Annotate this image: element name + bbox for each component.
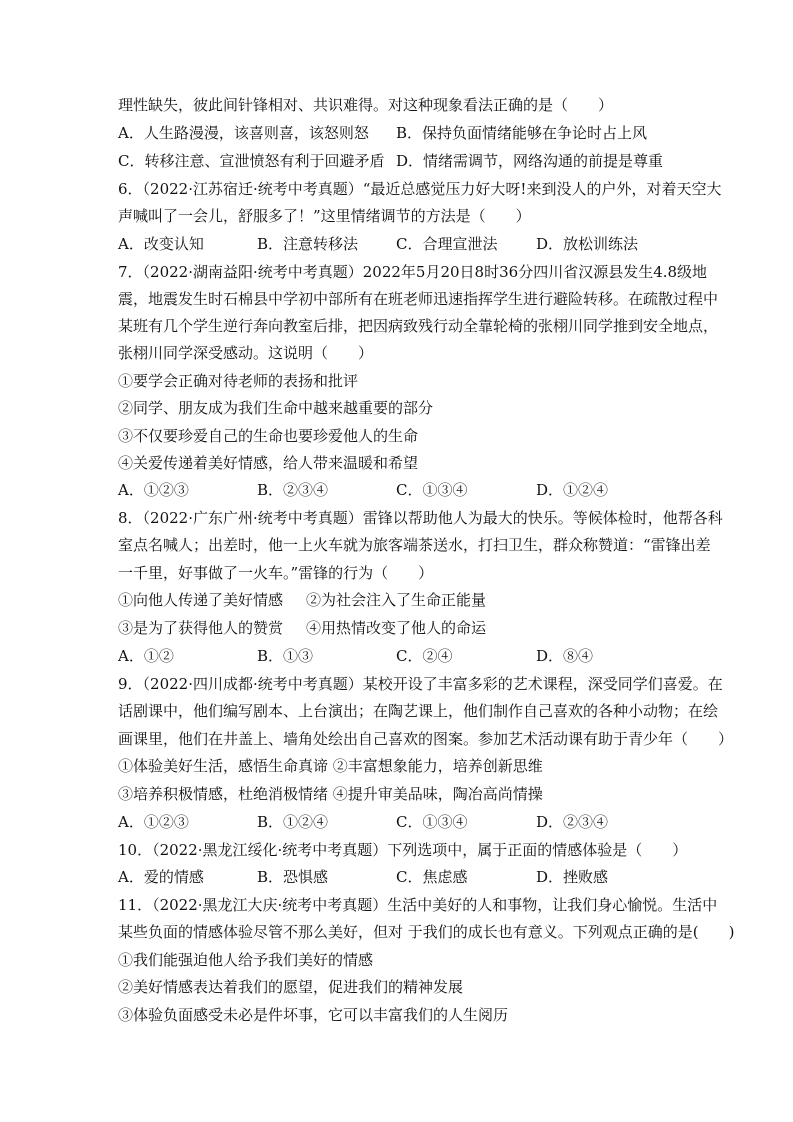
q9-option-a: A．①②③ xyxy=(118,813,189,831)
q8-stem-line-1: 8．（2022·广东广州·统考中考真题）雷锋以帮助他人为最大的快乐。等候体检时，他帮各科 xyxy=(118,509,723,527)
q9-stem-line-3: 画课里，他们在井盖上、墙角处绘出自己喜欢的图案。参加艺术活动课有助于青少年（ ） xyxy=(118,730,734,748)
q11-statement-3: ③体验负面感受未必是件坏事，它可以丰富我们的人生阅历 xyxy=(118,1006,509,1024)
q11-stem-line-1: 11．（2022·黑龙江大庆·统考中考真题）生活中美好的人和事物，让我们身心愉悦。生活中 xyxy=(118,896,718,914)
q5-option-d: D．情绪需调节，网络沟通的前提是尊重 xyxy=(396,152,664,170)
q10-stem: 10．（2022·黑龙江绥化·统考中考真题）下列选项中，属于正面的情感体验是（ ） xyxy=(118,841,688,859)
q6-stem-line-1: 6．（2022·江苏宿迁·统考中考真题）“最近总感觉压力好大呀!来到没人的户外，对着天空大 xyxy=(118,180,722,198)
q7-option-a: A．①②③ xyxy=(118,481,189,499)
q9-option-d: D．②③④ xyxy=(536,813,609,831)
q6-option-b: B．注意转移法 xyxy=(257,235,359,253)
q8-option-d: D．⑧④ xyxy=(536,647,594,665)
q9-stem-line-2: 话剧课中，他们编写剧本、上台演出；在陶艺课上，他们制作自己喜欢的各种小动物；在绘 xyxy=(118,702,719,720)
q10-option-a: A．爱的情感 xyxy=(118,868,204,886)
q11-stem-line-2: 某些负面的情感体验尽管不那么美好，但对 于我们的成长也有意义。下列观点正确的是( ) xyxy=(118,923,735,941)
q8-stem-line-3: 一千里，好事做了一火车。”雷锋的行为（ ） xyxy=(118,564,434,582)
q8-statement-2: ②为社会注入了生命正能量 xyxy=(306,591,487,609)
q8-stem-line-2: 室点名喊人；出差时，他一上火车就为旅客端茶送水，打扫卫生，群众称赞道：“雷锋出差 xyxy=(118,536,711,554)
q7-statement-1: ①要学会正确对待老师的表扬和批评 xyxy=(118,372,359,390)
q9-statements-row-2: ③培养积极情感，杜绝消极情绪 ④提升审美品味，陶冶高尚情操 xyxy=(118,785,543,803)
q8-option-c: C．②④ xyxy=(396,647,453,665)
q7-statement-3: ③不仅要珍爱自己的生命也要珍爱他人的生命 xyxy=(118,427,419,445)
q8-statement-3: ③是为了获得他人的赞赏 xyxy=(118,619,284,637)
q8-statement-1: ①向他人传递了美好情感 xyxy=(118,591,284,609)
q8-option-a: A．①② xyxy=(118,647,174,665)
q6-option-d: D．放松训练法 xyxy=(536,235,639,253)
q7-stem-line-1: 7．（2022·湖南益阳·统考中考真题）2022年5月20日8时36分四川省汉源县发生4.8级地 xyxy=(118,263,708,281)
q7-statement-2: ②同学、朋友成为我们生命中越来越重要的部分 xyxy=(118,399,434,417)
q9-stem-line-1: 9．（2022·四川成都·统考中考真题）某校开设了丰富多彩的艺术课程，深受同学们喜爱。在 xyxy=(118,675,723,693)
q9-option-b: B．①②④ xyxy=(257,813,329,831)
q5-option-c: C．转移注意、宣泄愤怒有利于回避矛盾 xyxy=(118,152,385,170)
q6-option-a: A．改变认知 xyxy=(118,235,204,253)
q6-option-c: C．合理宣泄法 xyxy=(396,235,498,253)
q7-option-d: D．①②④ xyxy=(536,481,609,499)
q10-option-c: C．焦虑感 xyxy=(396,868,468,886)
q10-option-b: B．恐惧感 xyxy=(257,868,329,886)
q9-statements-row-1: ①体验美好生活，感悟生命真谛 ②丰富想象能力，培养创新思维 xyxy=(118,757,543,775)
q7-stem-line-4: 张栩川同学深受感动。这说明（ ） xyxy=(118,344,374,362)
q10-option-d: D．挫败感 xyxy=(536,868,609,886)
q5-option-b: B．保持负面情绪能够在争论时占上风 xyxy=(396,124,648,142)
q8-option-b: B．①③ xyxy=(257,647,314,665)
q7-stem-line-2: 震，地震发生时石棉县中学初中部所有在班老师迅速指挥学生进行避险转移。在疏散过程中 xyxy=(118,290,719,308)
q11-statement-2: ②美好情感表达着我们的愿望，促进我们的精神发展 xyxy=(118,978,464,996)
q7-option-c: C．①③④ xyxy=(396,481,468,499)
q6-stem-line-2: 声喊叫了一会儿，舒服多了！”这里情绪调节的方法是（ ） xyxy=(118,207,531,225)
q8-statement-4: ④用热情改变了他人的命运 xyxy=(306,619,487,637)
q7-option-b: B．②③④ xyxy=(257,481,329,499)
q7-statement-4: ④关爱传递着美好情感，给人带来温暖和希望 xyxy=(118,454,419,472)
q9-option-c: C．①③④ xyxy=(396,813,468,831)
q7-stem-line-3: 某班有几个学生逆行奔向教室后排，把因病致残行动全靠轮椅的张栩川同学推到安全地点， xyxy=(118,317,719,335)
q11-statement-1: ①我们能强迫他人给予我们美好的情感 xyxy=(118,951,374,969)
q5-option-a: A．人生路漫漫，该喜则喜，该怒则怒 xyxy=(118,124,369,142)
q5-stem-tail: 理性缺失，彼此间针锋相对、共识难得。对这种现象看法正确的是（ ） xyxy=(118,96,614,114)
